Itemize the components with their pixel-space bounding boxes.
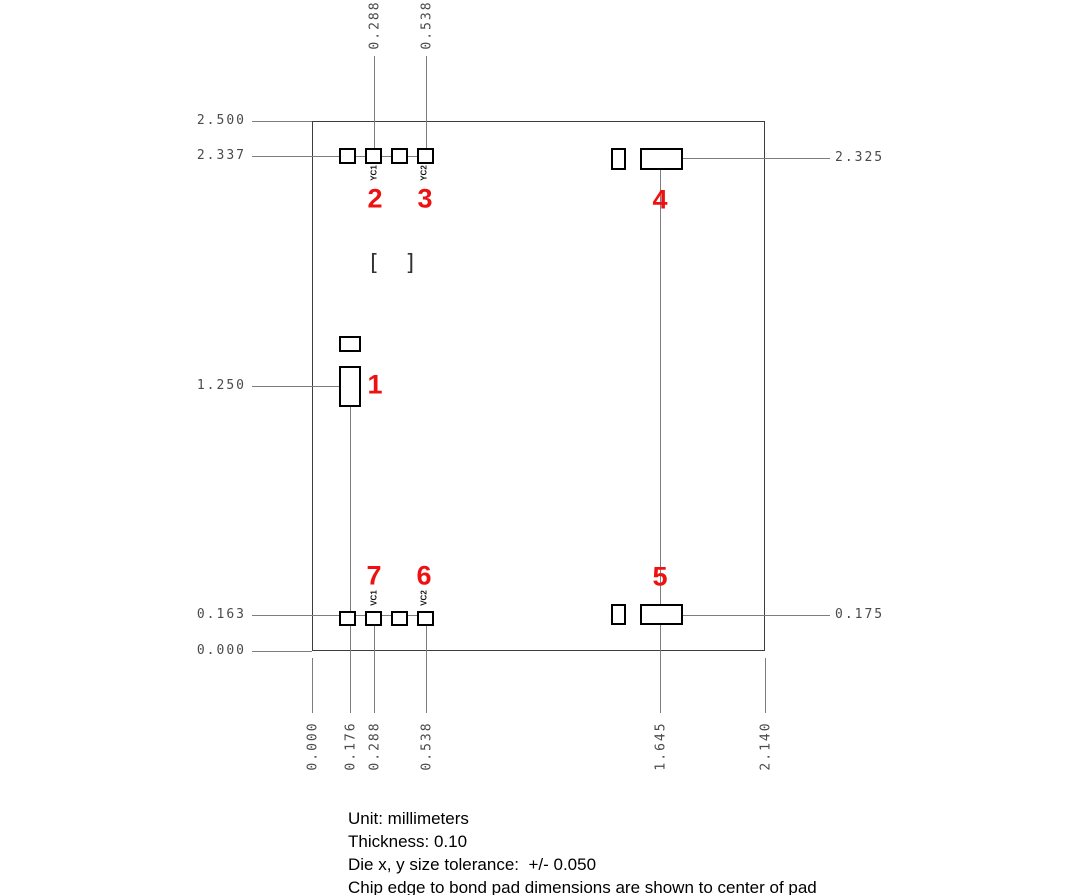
dim-label-bottom-0288: 0.288 [367, 721, 383, 771]
dim-tick-bottom-2140 [765, 658, 766, 713]
note-unit: Unit: millimeters [348, 809, 469, 828]
pad-number-4: 4 [652, 184, 668, 215]
dim-tick-bottom-0000 [312, 658, 313, 713]
pad-number-3: 3 [417, 183, 433, 214]
bond-pad-6 [417, 611, 434, 626]
alignment-mark-right-bracket: ] [404, 251, 418, 276]
dim-label-top-0288: 0.288 [367, 0, 383, 50]
bond-pad-1-small [339, 336, 361, 352]
dim-line-bottom-0538 [426, 626, 427, 713]
pad-tag-yc2: YC2 [419, 165, 429, 181]
dim-label-top-0538: 0.538 [419, 0, 435, 50]
bond-pad-5-small [611, 604, 626, 625]
bond-pad-4-small [611, 148, 626, 170]
dim-line-1250 [252, 386, 339, 387]
dim-label-0175: 0.175 [835, 607, 885, 622]
bond-pad-bottom-row-b [391, 611, 408, 626]
dim-label-bottom-0538: 0.538 [419, 721, 435, 771]
dim-label-2500: 2.500 [196, 113, 246, 128]
bond-pad-7 [365, 611, 382, 626]
note-pad-dimensions: Chip edge to bond pad dimensions are shown to center of pad [348, 878, 817, 895]
dim-label-1250: 1.250 [196, 378, 246, 393]
bond-pad-5 [640, 604, 683, 625]
pad-number-2: 2 [367, 183, 383, 214]
dim-label-2325: 2.325 [835, 150, 885, 165]
dim-line-2500 [252, 121, 312, 122]
bond-pad-3 [417, 148, 434, 164]
bond-pad-top-row-a [339, 148, 356, 164]
pad-tag-yc1: YC1 [369, 165, 379, 181]
pad-number-7: 7 [366, 560, 382, 591]
dim-line-2325 [683, 158, 830, 159]
dim-line-bottom-0176 [350, 407, 351, 713]
pad-tag-vc1: VC1 [369, 590, 379, 606]
pad-tag-vc2: VC2 [419, 590, 429, 606]
dim-label-0000-left: 0.000 [196, 643, 246, 658]
bond-pad-2 [365, 148, 382, 164]
bond-pad-1 [339, 366, 361, 407]
dim-line-0175 [683, 615, 830, 616]
dim-label-bottom-0000: 0.000 [305, 721, 321, 771]
dim-label-bottom-2140: 2.140 [758, 721, 774, 771]
pad-number-1: 1 [367, 369, 383, 400]
dim-label-2337: 2.337 [196, 148, 246, 163]
dim-line-top-0538 [426, 56, 427, 148]
pad-number-6: 6 [416, 560, 432, 591]
dim-label-0163: 0.163 [196, 607, 246, 622]
pad-number-5: 5 [652, 561, 668, 592]
alignment-mark-left-bracket: [ [367, 251, 381, 276]
dim-line-bottom-0288 [374, 626, 375, 713]
bond-pad-top-row-b [391, 148, 408, 164]
bond-pad-4 [640, 148, 683, 170]
dim-line-pad4-pad5-1645 [660, 159, 661, 713]
bond-pad-bottom-row-a [339, 611, 356, 626]
dim-label-bottom-0176: 0.176 [343, 721, 359, 771]
note-tolerance: Die x, y size tolerance: +/- 0.050 [348, 855, 597, 874]
dim-label-bottom-1645: 1.645 [653, 721, 669, 771]
dim-line-top-0288 [374, 56, 375, 148]
note-thickness: Thickness: 0.10 [348, 832, 468, 851]
dim-line-0000-left [252, 651, 312, 652]
